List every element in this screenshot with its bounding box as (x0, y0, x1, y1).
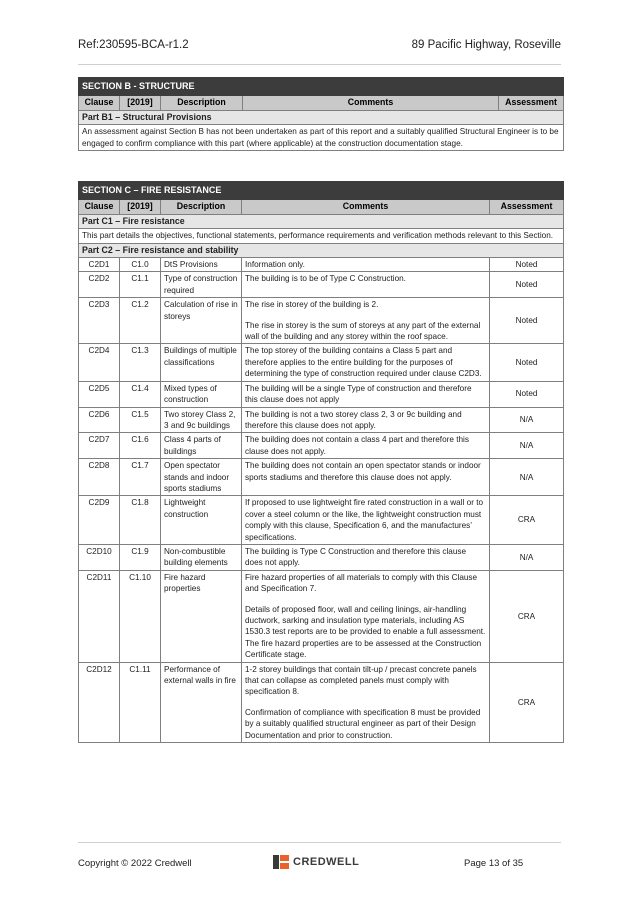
comments-cell (242, 433, 490, 459)
description-cell: Calculation of rise in storeys (161, 298, 242, 344)
comments-cell (242, 407, 490, 433)
site-address: 89 Pacific Highway, Roseville (411, 39, 561, 51)
clause-cell: C2D4 (79, 344, 120, 381)
clause-cell: C2D2 (79, 272, 120, 298)
assessment-cell: Noted (490, 298, 564, 344)
part-c1-text: This part details the objectives, functional statements, performance requirements and verification methods relevant to this Section. (79, 229, 564, 243)
description-cell: Type of construction required (161, 272, 242, 298)
col-assessment: Assessment (499, 96, 564, 110)
col-description: Description (161, 200, 242, 214)
description-cell: Fire hazard properties (161, 570, 242, 662)
part-b1-heading: Part B1 – Structural Provisions (79, 110, 564, 124)
table-row (79, 407, 564, 433)
paragraph-gap (245, 698, 486, 707)
year-2019-cell: C1.11 (120, 662, 161, 742)
comments-cell (242, 570, 490, 662)
col-clause: Clause (79, 200, 120, 214)
clause-cell: C2D3 (79, 298, 120, 344)
description-cell: Performance of external walls in fire (161, 662, 242, 742)
assessment-cell: N/A (490, 433, 564, 459)
section-c-title: SECTION C – FIRE RESISTANCE (79, 182, 564, 200)
col-2019: [2019] (120, 96, 161, 110)
paragraph-gap (245, 311, 486, 320)
comment-paragraph: Fire hazard properties of all materials to comply with this Clause and Specification 7. (245, 572, 478, 594)
part-c2-rows (79, 258, 564, 743)
year-2019-cell: C1.9 (120, 544, 161, 570)
page-number: Page 13 of 35 (464, 858, 524, 869)
description-cell: Class 4 parts of buildings (161, 433, 242, 459)
description-cell: Buildings of multiple classifications (161, 344, 242, 381)
year-2019-cell: C1.0 (120, 258, 161, 272)
comment-paragraph: Confirmation of compliance with specification 8 must be provided by a suitably qualified structural engineer as part of their Design Documentation and prior to construction. (245, 707, 481, 740)
part-b1-text: An assessment against Section B has not been undertaken as part of this report and a suitably qualified Structural Engineer is to be engaged to confirm compliance with this part (where applicable) at the construction documentation stage. (79, 125, 564, 151)
comment-paragraph: If proposed to use lightweight fire rated construction in a wall or to cover a steel column or the like, the lightweight construction must comply with this clause, Specification 6, and the manufactures’ specifications. (245, 498, 484, 542)
clause-cell: C2D6 (79, 407, 120, 433)
year-2019-cell: C1.3 (120, 344, 161, 381)
assessment-cell: CRA (490, 662, 564, 742)
comments-cell (242, 298, 490, 344)
col-comments: Comments (243, 96, 499, 110)
assessment-cell: N/A (490, 544, 564, 570)
credwell-logo-icon (273, 855, 289, 869)
assessment-cell: Noted (490, 272, 564, 298)
year-2019-cell: C1.1 (120, 272, 161, 298)
section-c-table (78, 181, 564, 743)
clause-cell: C2D12 (79, 662, 120, 742)
comment-paragraph: 1-2 storey buildings that contain tilt-up / precast concrete panels that can collapse as completed panels must comply with specification 8. (245, 664, 477, 697)
clause-cell: C2D10 (79, 544, 120, 570)
comment-paragraph: The building does not contain a class 4 part and therefore this clause does not apply. (245, 435, 469, 456)
comment-paragraph: The building is not a two storey class 2, 3 or 9c building and therefore this clause does not apply. (245, 409, 462, 430)
footer-divider (78, 842, 561, 843)
assessment-cell: CRA (490, 570, 564, 662)
clause-cell: C2D7 (79, 433, 120, 459)
table-row (79, 570, 564, 662)
comments-cell (242, 381, 490, 407)
table-row (79, 344, 564, 381)
comment-paragraph: The building does not contain an open spectator stands or indoor sports stadiums and therefore this clause does not apply. (245, 461, 481, 482)
copyright-text: Copyright © 2022 Credwell (78, 858, 192, 869)
comments-cell (242, 459, 490, 496)
year-2019-cell: C1.6 (120, 433, 161, 459)
description-cell: Open spectator stands and indoor sports stadiums (161, 459, 242, 496)
table-row (79, 433, 564, 459)
comments-cell (242, 258, 490, 272)
comments-cell (242, 272, 490, 298)
clause-cell: C2D9 (79, 496, 120, 545)
year-2019-cell: C1.4 (120, 381, 161, 407)
year-2019-cell: C1.8 (120, 496, 161, 545)
assessment-cell: Noted (490, 381, 564, 407)
comment-paragraph: Details of proposed floor, wall and ceiling linings, air-handling ductwork, sarking and insulation type materials, including AS 1530.3 test reports are to be provided to enable a full assessment. The fire hazard properties are to be assessed at the Construction Certificate stage. (245, 604, 486, 660)
year-2019-cell: C1.2 (120, 298, 161, 344)
credwell-logo-text: CREDWELL (293, 856, 360, 868)
assessment-cell: Noted (490, 344, 564, 381)
table-row (79, 272, 564, 298)
description-cell: Lightweight construction (161, 496, 242, 545)
table-row (79, 258, 564, 272)
clause-cell: C2D1 (79, 258, 120, 272)
year-2019-cell: C1.7 (120, 459, 161, 496)
section-b-title: SECTION B - STRUCTURE (79, 78, 564, 96)
description-cell: Non-combustible building elements (161, 544, 242, 570)
clause-cell: C2D8 (79, 459, 120, 496)
assessment-cell: N/A (490, 459, 564, 496)
comment-paragraph: The rise in storey of the building is 2. (245, 300, 379, 310)
section-b-table (78, 77, 564, 151)
header-divider (78, 64, 561, 65)
assessment-cell: N/A (490, 407, 564, 433)
assessment-cell: Noted (490, 258, 564, 272)
table-row (79, 544, 564, 570)
clause-cell: C2D11 (79, 570, 120, 662)
comments-cell (242, 544, 490, 570)
comment-paragraph: Information only. (245, 260, 305, 270)
col-2019: [2019] (120, 200, 161, 214)
description-cell: Mixed types of construction (161, 381, 242, 407)
comment-paragraph: The building is to be of Type C Construction. (245, 274, 406, 284)
col-description: Description (161, 96, 243, 110)
comment-paragraph: The top storey of the building contains a Class 5 part and therefore applies to the entire building for the purposes of determining the type of construction required under clause C2D3. (245, 346, 482, 379)
part-c1-heading: Part C1 – Fire resistance (79, 214, 564, 228)
comment-paragraph: The rise in storey is the sum of storeys at any part of the external wall of the building and any storey within the roof space. (245, 320, 481, 342)
table-row (79, 381, 564, 407)
table-row (79, 298, 564, 344)
col-assessment: Assessment (490, 200, 564, 214)
comments-cell (242, 344, 490, 381)
description-cell: Two storey Class 2, 3 and 9c buildings (161, 407, 242, 433)
credwell-logo (273, 855, 359, 869)
table-row (79, 459, 564, 496)
col-comments: Comments (242, 200, 490, 214)
col-clause: Clause (79, 96, 120, 110)
report-reference: Ref:230595-BCA-r1.2 (78, 39, 189, 51)
description-cell: DtS Provisions (161, 258, 242, 272)
table-row (79, 662, 564, 742)
comments-cell (242, 662, 490, 742)
paragraph-gap (245, 595, 486, 604)
year-2019-cell: C1.10 (120, 570, 161, 662)
comments-cell (242, 496, 490, 545)
comment-paragraph: The building is Type C Construction and therefore this clause does not apply. (245, 546, 467, 568)
clause-cell: C2D5 (79, 381, 120, 407)
comment-paragraph: The building will be a single Type of construction and therefore this clause does not apply (245, 383, 472, 405)
year-2019-cell: C1.5 (120, 407, 161, 433)
assessment-cell: CRA (490, 496, 564, 545)
part-c2-heading: Part C2 – Fire resistance and stability (79, 243, 564, 257)
table-row (79, 496, 564, 545)
